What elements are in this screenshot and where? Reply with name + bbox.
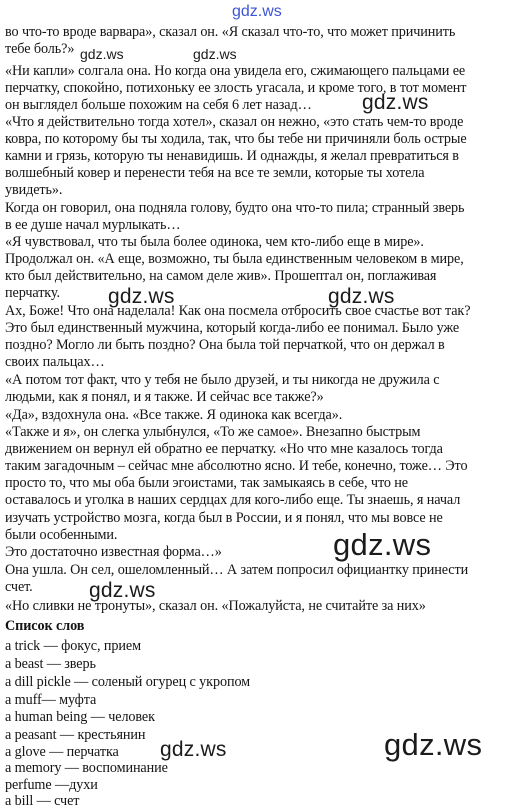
text-line: поздно? Могло ли быть поздно? Она была той перчаткой, что он держал в (5, 337, 445, 353)
watermark: gdz.ws (160, 738, 227, 761)
text-line: он выглядел больше похожим на себя 6 лет назад… (5, 97, 312, 113)
text-line: оставалось и уголка в наших сердцах для кого-либо еще. Ты знаешь, я начал (5, 492, 461, 508)
text-line: просто то, что мы оба были эгоистами, так замыкаясь в себе, что не (5, 475, 408, 491)
vocabulary-item: a trick — фокус, прием (5, 638, 141, 654)
text-line: Это был единственный мужчина, который когда-либо ее понимал. Было уже (5, 320, 460, 336)
watermark: gdz.ws (384, 727, 483, 762)
text-line: таким загадочным – сейчас мне абсолютно ясно. И тебе, конечно, тоже… Это (5, 458, 468, 474)
watermark: gdz.ws (89, 579, 156, 602)
text-line: счет. (5, 579, 33, 595)
text-line: Когда он говорил, она подняла голову, будто она что-то пила; странный зверь (5, 200, 465, 216)
text-line: кто был действительно, на самом деле жив». Прошептал он, поглаживая (5, 268, 437, 284)
text-line: перчатку. (5, 285, 60, 301)
watermark: gdz.ws (328, 285, 395, 308)
vocabulary-item: a human being — человек (5, 709, 155, 725)
vocabulary-heading: Список слов (5, 618, 85, 634)
vocabulary-item: a memory — воспоминание (5, 760, 168, 776)
text-line: Это достаточно известная форма…» (5, 544, 222, 560)
vocabulary-item: a peasant — крестьянин (5, 727, 146, 743)
text-line: «А потом тот факт, что у тебя не было друзей, и ты никогда не дружила с (5, 372, 440, 388)
watermark: gdz.ws (333, 527, 432, 562)
watermark: gdz.ws (362, 91, 429, 114)
text-line: изучать устройство мозга, когда был в России, и я понял, что мы вовсе не (5, 510, 443, 526)
text-line: Она ушла. Он сел, ошеломленный… А затем попросил официантку принести (5, 562, 469, 578)
text-line: увидеть». (5, 182, 63, 198)
vocabulary-item: perfume —духи (5, 777, 98, 793)
watermark: gdz.ws (108, 285, 175, 308)
watermark: gdz.ws (80, 46, 124, 62)
text-line: волшебный ковер и перенести тебя на все те земли, которые ты хотела (5, 165, 425, 181)
text-line: «Но сливки не тронуты», сказал он. «Пожалуйста, не считайте за них» (5, 598, 426, 614)
vocabulary-item: a beast — зверь (5, 656, 96, 672)
vocabulary-item: a muff— муфта (5, 692, 97, 708)
vocabulary-item: a bill — счет (5, 793, 80, 809)
text-line: камни и грязь, которую ты ненавидишь. И однажды, я желал превратиться в (5, 148, 459, 164)
text-line: в ее душе начал мурлыкать… (5, 217, 181, 233)
text-line: тебе боль?» (5, 41, 75, 57)
text-line: «Также и я», он слегка улыбнулся, «То же самое». Внезапно быстрым (5, 424, 421, 440)
vocabulary-item: a glove — перчатка (5, 744, 119, 760)
text-line: движением он вернул ей обратно ее перчатку. «Но что мне казалось тогда (5, 441, 443, 457)
text-line: «Да», вздохнула она. «Все также. Я одинока как всегда». (5, 407, 343, 423)
text-line: своих пальцах… (5, 354, 105, 370)
watermark-top: gdz.ws (232, 3, 282, 20)
text-line: «Что я действительно тогда хотел», сказал он нежно, «это стать чем-то вроде (5, 114, 464, 130)
text-line: Ах, Боже! Что она наделала! Как она посмела отбросить свое счастье вот так? (5, 303, 471, 319)
text-line: людьми, как я понял, и я также. И сейчас все также?» (5, 389, 324, 405)
text-line: «Я чувствовал, что ты была более одинока, чем кто-либо еще в мире». (5, 234, 424, 250)
text-line: «Ни капли» солгала она. Но когда она увидела его, сжимающего пальцами ее (5, 63, 466, 79)
text-line: Продолжал он. «А еще, возможно, ты была единственным человеком в мире, (5, 251, 464, 267)
text-line: во что-то вроде варвара», сказал он. «Я сказал что-то, что может причинить (5, 24, 456, 40)
vocabulary-item: a dill pickle — соленый огурец с укропом (5, 674, 251, 690)
watermark: gdz.ws (193, 46, 237, 62)
text-line: были особенными. (5, 527, 118, 543)
text-line: перчатку, спокойно, потихоньку ее злость угасала, и кроме того, в тот момент (5, 80, 467, 96)
text-line: ковра, по которому бы ты ходила, так, что бы тебе ни причиняли боль острые (5, 131, 467, 147)
